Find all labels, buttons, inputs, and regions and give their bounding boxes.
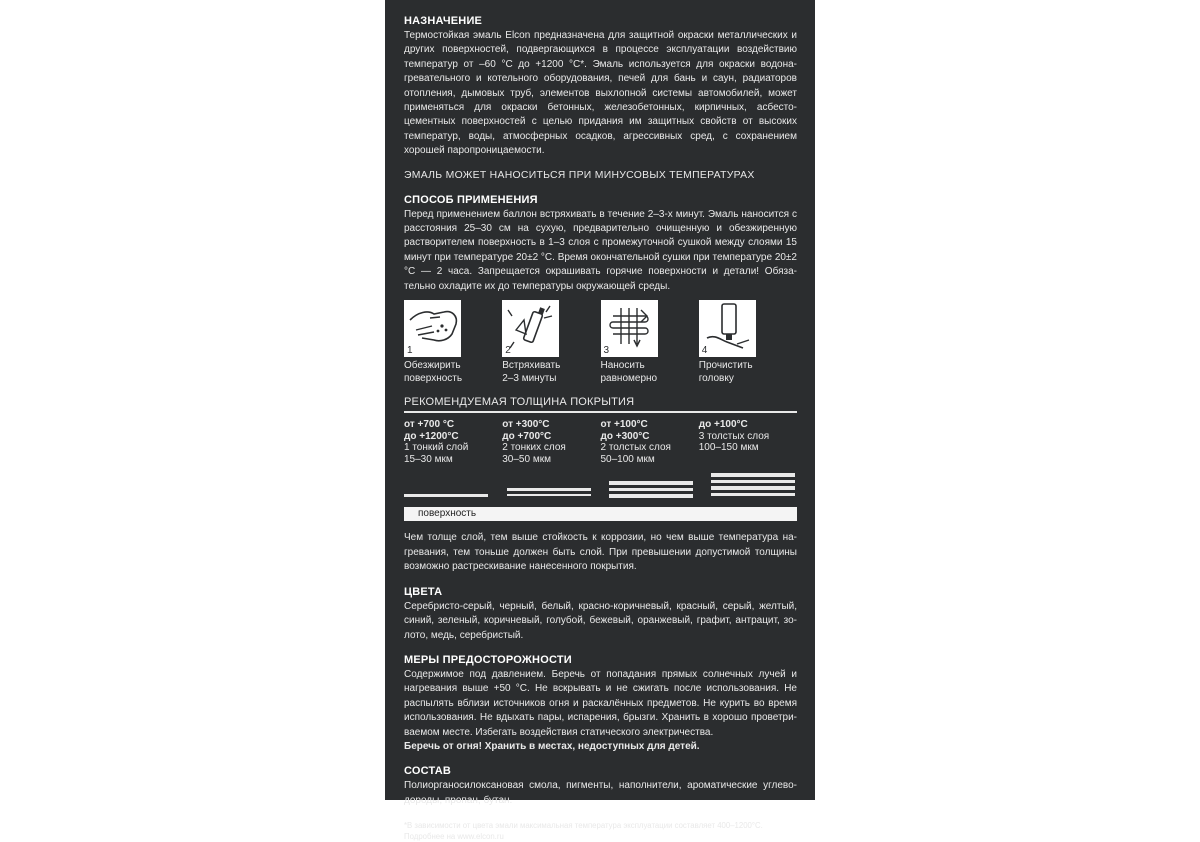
coating-layer (609, 488, 693, 492)
temp-to: до +700°С (502, 430, 552, 442)
step-3 (601, 300, 699, 385)
coating-layers-diagram (404, 469, 797, 507)
degrease-hands-icon (404, 300, 461, 357)
spray-pattern-icon (601, 300, 658, 357)
thickness-table (404, 419, 797, 465)
safety-title: МЕРЫ ПРЕДОСТОРОЖНОСТИ (404, 653, 572, 666)
layer-stack-3 (609, 481, 693, 501)
layer-stack-1 (404, 494, 488, 500)
method-text: Перед применением баллон встряхивать в течение 2–3-х минут. Эмаль наносится с расстояния 25–30 см на сухую, предварительно очищенную и обезжиренную растворителем поверхность в 1–3 слоя с промежуточной сушкой между слоями 15 минут при температуре 20±2 °С. Время окончательной сушки при температуре 20±2 °С — 2 часа. Запрещается окрашивать горячие поверхности и детали! Обяза-тельно охладите их до температуры окружающей среды. (404, 208, 797, 292)
footnote (404, 821, 797, 842)
coating-layer (711, 473, 795, 477)
layer-stack-4 (711, 473, 795, 499)
coating-layer (711, 493, 795, 497)
step-caption-line: равномерно (600, 372, 658, 384)
thickness-title: РЕКОМЕНДУЕМАЯ ТОЛЩИНА ПОКРЫТИЯ (404, 396, 635, 409)
layer-desc: 2 тонких слоя (502, 442, 566, 454)
layer-desc: 1 тонкий слой (404, 442, 469, 454)
coating-layer (609, 494, 693, 498)
coating-layer (404, 494, 488, 497)
colors-text: Серебристо-серый, черный, белый, красно-коричневый, красный, серый, желтый, синий, зеленый, коричневый, голубой, бежевый, оранжевый, графит, антрацит, зо-лото, медь, серебристый. (404, 600, 797, 641)
coating-layer (711, 486, 795, 490)
step-caption (502, 360, 600, 385)
step-number: 1 (407, 345, 413, 357)
composition-text: Полиорганосилоксановая смола, пигменты, наполнители, ароматические углево-дороды, пропан, бутан. (404, 780, 797, 806)
thickness-divider (404, 411, 797, 413)
temp-to: до +300°С (600, 430, 650, 442)
layer-desc: 2 толстых слоя (600, 442, 671, 454)
thickness-range: 30–50 мкм (502, 453, 551, 465)
thickness-range: 100–150 мкм (698, 442, 759, 454)
temp-from: от +300°С (502, 419, 550, 431)
clean-nozzle-icon (699, 300, 756, 357)
purpose-title: НАЗНАЧЕНИЕ (404, 15, 483, 27)
step-caption (404, 360, 502, 385)
application-steps (404, 300, 797, 385)
temp-from: до +100°С (698, 419, 748, 431)
step-4 (699, 300, 797, 385)
method-title: СПОСОБ ПРИМЕНЕНИЯ (404, 193, 538, 206)
step-caption-line: Прочистить (698, 360, 753, 372)
website-line: Подробнее на www.elcon.ru (404, 831, 504, 841)
coating-layer (507, 494, 591, 497)
product-label-panel (385, 0, 815, 841)
thickness-range: 15–30 мкм (404, 453, 453, 465)
step-1 (404, 300, 502, 385)
layer-stack-2 (507, 488, 591, 499)
thickness-column (601, 419, 699, 465)
safety-text: Содержимое под давлением. Беречь от попадания прямых солнечных лучей и нагревания выше +50 °С. Не вскрывать и не сжигать после использования. Не распылять вблизи источников огня и раскалённых предметов. Не курить во время использования. Не вдыхать пары, испарения, брызги. Хранить в хорошо проветри-ваемом месте. Избегать воздействия статического электричества. (404, 668, 797, 738)
temp-to: до +1200°С (404, 430, 459, 442)
coating-layer (609, 481, 693, 485)
coating-layer (507, 488, 591, 491)
step-caption (699, 360, 797, 385)
shake-can-icon (502, 300, 559, 357)
layer-desc: 3 толстых слоя (698, 430, 770, 442)
step-caption-line: 2–3 минуты (502, 372, 557, 384)
thickness-column (404, 419, 502, 465)
step-number: 2 (505, 345, 511, 357)
thickness-range: 50–100 мкм (600, 453, 655, 465)
step-caption-line: головку (698, 372, 734, 384)
step-caption (601, 360, 699, 385)
step-2 (502, 300, 600, 385)
step-caption-line: Обезжирить (404, 360, 461, 372)
purpose-text: Термостойкая эмаль Elcon предназначена для защитной окраски металлических и других поверхностей, подвергающихся в процессе эксплуатации воздействию температур от –60 °С до +1200 °С*. Эмаль используется для окраски водона-гревательного и котельного оборудования, печей для бань и саун, радиаторов отопления, дымовых труб, элементов выхлопной системы автомобилей, может применяться для окраски бетонных, железобетонных, кирпичных, асбесто-цементных поверхностей с целью придания им защитных свойств от высоких температур, воды, атмосферных осадков, агрессивных сред, с сохранением хорошей паропроницаемости. (404, 30, 797, 157)
minus-temperature-note: ЭМАЛЬ МОЖЕТ НАНОСИТЬСЯ ПРИ МИНУСОВЫХ ТЕМПЕРАТУРАХ (404, 169, 755, 181)
footnote-line: *В зависимости от цвета эмали максимальная температура эксплуатации составляет 400–1200°С. (404, 821, 763, 831)
step-caption-line: поверхность (404, 372, 463, 384)
thickness-column (699, 419, 797, 465)
thickness-note: Чем толще слой, тем выше стойкость к коррозии, но чем выше температура на-гревания, тем тоньше должен быть слой. При превышении допустимой толщины возможно растрескивание нанесенного покрытия. (404, 532, 797, 573)
step-number: 3 (603, 345, 610, 357)
step-caption-line: Встряхивать (502, 360, 561, 372)
colors-title: ЦВЕТА (404, 585, 443, 598)
surface-bar: поверхность (404, 507, 797, 521)
step-caption-line: Наносить (600, 360, 645, 372)
safety-warning: Беречь от огня! Хранить в местах, недоступных для детей. (404, 740, 700, 752)
step-number: 4 (701, 345, 708, 357)
thickness-column (502, 419, 600, 465)
composition-title: СОСТАВ (404, 765, 452, 778)
temp-from: от +100°С (600, 419, 648, 431)
coating-layer (711, 480, 795, 484)
temp-from: от +700 °С (404, 419, 455, 431)
